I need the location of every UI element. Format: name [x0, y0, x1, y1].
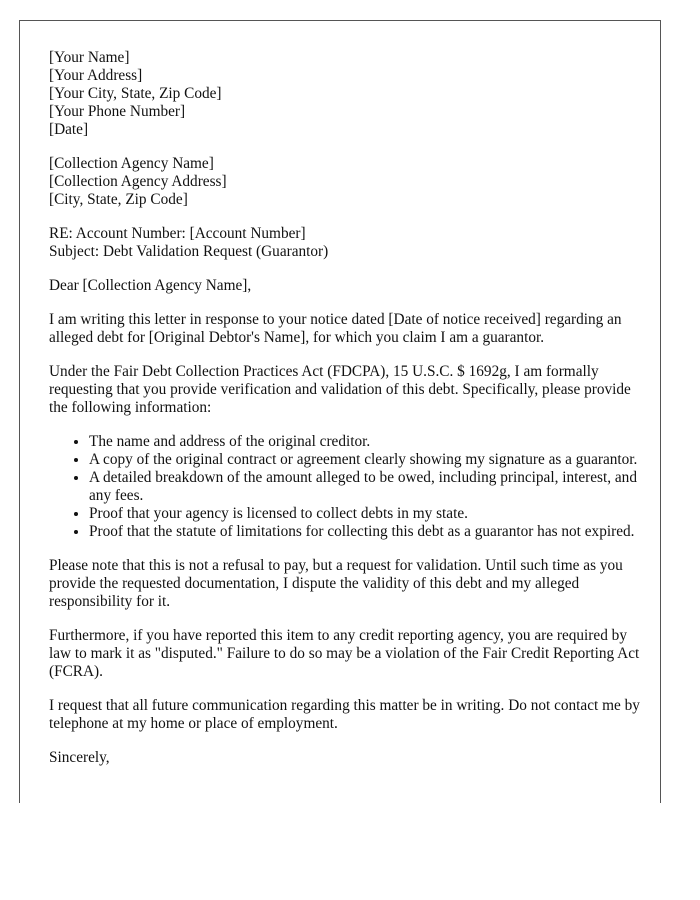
letter-body	[49, 49, 641, 783]
intro-paragraph: I am writing this letter in response to your notice dated [Date of notice received] regarding an alleged debt for [Original Debtor's Name], for which you claim I am a guarantor.	[49, 311, 622, 346]
not-refusal-paragraph: Please note that this is not a refusal to pay, but a request for validation. Until such time as you provide the requested documentation, I dispute the validity of this debt and my alleged responsibility for it.	[49, 557, 623, 610]
subject-line: Subject: Debt Validation Request (Guarantor)	[49, 243, 329, 260]
list-item: • Proof that the statute of limitations for collecting this debt as a guarantor has not expired.	[89, 523, 641, 541]
letter-date: [Date]	[49, 121, 89, 138]
requested-items-list	[49, 433, 641, 541]
list-item: • A detailed breakdown of the amount alleged to be owed, including principal, interest, and any fees.	[89, 469, 641, 505]
salutation: Dear [Collection Agency Name],	[49, 277, 252, 294]
recipient-agency-address: [Collection Agency Address]	[49, 173, 227, 190]
recipient-agency-name: [Collection Agency Name]	[49, 155, 214, 172]
closing: Sincerely,	[49, 749, 110, 766]
sender-name: [Your Name]	[49, 49, 130, 66]
sender-address: [Your Address]	[49, 67, 143, 84]
letter-page	[19, 20, 661, 803]
list-item: • Proof that your agency is licensed to collect debts in my state.	[89, 505, 641, 523]
list-item: • A copy of the original contract or agreement clearly showing my signature as a guarantor.	[89, 451, 641, 469]
credit-reporting-paragraph: Furthermore, if you have reported this item to any credit reporting agency, you are required by law to mark it as "disputed." Failure to do so may be a violation of the Fair Credit Reporting Act (FCRA).	[49, 627, 640, 680]
recipient-block	[49, 155, 641, 209]
sender-city-state-zip: [Your City, State, Zip Code]	[49, 85, 222, 102]
communication-paragraph: I request that all future communication regarding this matter be in writing. Do not contact me by telephone at my home or place of employment.	[49, 697, 640, 732]
list-item: • The name and address of the original creditor.	[89, 433, 641, 451]
sender-phone: [Your Phone Number]	[49, 103, 186, 120]
request-paragraph: Under the Fair Debt Collection Practices Act (FDCPA), 15 U.S.C. $ 1692g, I am formally requesting that you provide verification and validation of this debt. Specifically, please provide the following information:	[49, 363, 631, 416]
reference-block	[49, 225, 641, 261]
recipient-city-state-zip: [City, State, Zip Code]	[49, 191, 188, 208]
sender-block	[49, 49, 641, 139]
account-number-line: RE: Account Number: [Account Number]	[49, 225, 306, 242]
